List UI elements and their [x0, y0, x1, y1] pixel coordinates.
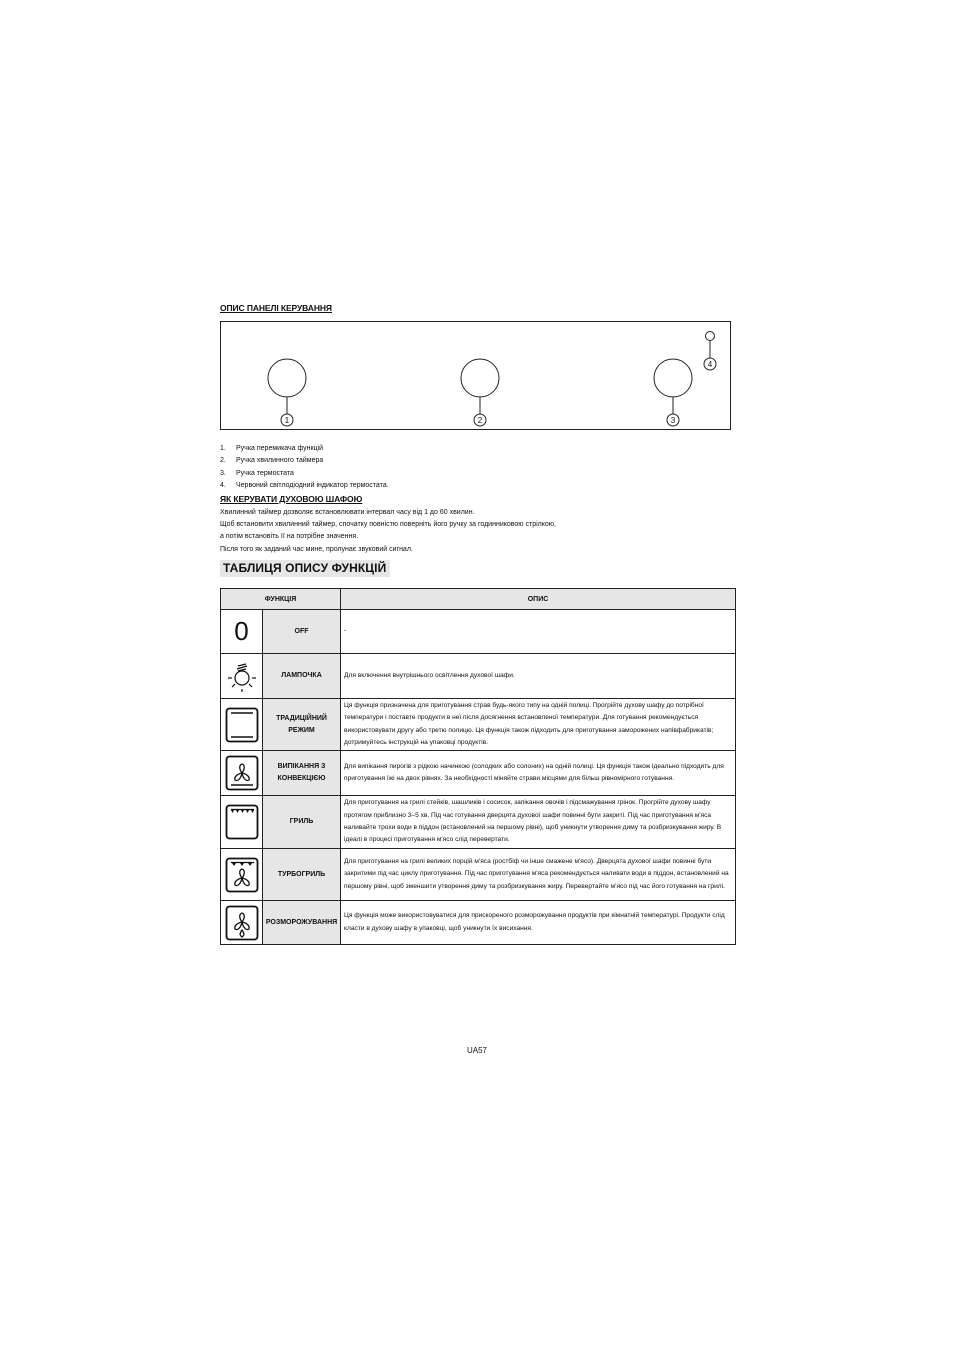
function-desc: Для приготування на грилі великих порцій м'яса (ростбіф чи інше смажене м'ясо). Дверцята духової шафи повинні бути закритими під час циклу приготування. Під час приготування м'яса рекомендується наливати води в піддон, встановлений на першому рівні, щоб зменшити утворення диму та розбризкування жиру. Перевертайте м'ясо під час його готування на грилі.: [341, 849, 736, 901]
function-desc: Для включення внутрішнього освітлення духової шафи.: [341, 654, 736, 699]
legend-item: 4. Червоний світлодіодний індикатор термостата.: [220, 481, 389, 489]
table-row: [221, 849, 736, 901]
callout-3: 3: [670, 416, 676, 425]
zero-symbol-icon: 0: [221, 610, 263, 654]
function-desc: Ця функція призначена для приготування страв будь-якого типу на одній полиці. Прогрійте духову шафу до потрібної температури і поставте продукти в неї після досягнення встановленої температури. Для готування рекомендується використовувати другу або третю полицю. Ця функція також підходить для приготування заморожених напівфабрикатів; дотримуйтесь інструкцій на упаковці продуктів.: [341, 699, 736, 751]
function-name: ТУРБОГРИЛЬ: [263, 849, 341, 901]
function-desc: Ця функція може використовуватися для прискореного розморожування продуктів при кімнатній температурі. Продукти слід класти в духову шафу в упаковці, щоб уникнути їх висихання.: [341, 901, 736, 945]
legend-item: 3. Ручка термостата: [220, 469, 294, 477]
function-name: ВИПІКАННЯ З КОНВЕКЦІЄЮ: [263, 751, 341, 796]
table-row: [221, 610, 736, 654]
thermostat-indicator-light: [706, 332, 715, 341]
function-name: РОЗМОРОЖУВАННЯ: [263, 901, 341, 945]
callout-4: 4: [707, 360, 713, 369]
howto-line: Щоб встановити хвилинний таймер, спочатку повністю поверніть його ручку за годинниковою стрілкою,: [220, 521, 556, 528]
function-desc: -: [341, 610, 736, 654]
page-number: UA57: [466, 1046, 487, 1055]
table-row: [221, 901, 736, 945]
control-panel-diagram: [220, 321, 731, 430]
turbo-grill-icon: [221, 849, 263, 901]
table-row: [221, 699, 736, 751]
function-desc: Для випікання пирогів з рідкою начинкою (солодких або солоних) на одній полиці. Ця функція також ідеально підходить для приготування їжі на двох рівнях. За необхідності міняйте страви місцями для більш рівномірного готування.: [341, 751, 736, 796]
callout-1: 1: [284, 416, 290, 425]
table-row: [221, 654, 736, 699]
function-name: ТРАДИЦІЙНИЙ РЕЖИМ: [263, 699, 341, 751]
function-name: ГРИЛЬ: [263, 796, 341, 849]
legend-item: 2. Ручка хвилинного таймера: [220, 457, 324, 465]
howto-line: Після того як заданий час мине, пролунає звуковий сигнал.: [220, 546, 413, 553]
legend-item: 1. Ручка перемикача функцій: [220, 445, 324, 452]
function-name: ЛАМПОЧКА: [263, 654, 341, 699]
defrost-icon: [221, 901, 263, 945]
function-selector-knob: [268, 359, 306, 397]
table-row: [221, 751, 736, 796]
lamp-icon: [221, 654, 263, 699]
convection-fan-icon: [221, 751, 263, 796]
functions-table: [220, 588, 736, 945]
function-desc: Для приготування на грилі стейків, шашликів і сосисок, запікання овочів і підсмажування грінок. Прогрійте духову шафу протягом приблизно 3–5 хв. Під час готування дверцята духової шафи повинні бути закриті. Під час приготування м'яса наливайте трохи води в піддон (встановлений на першому рівні), щоб уникнути утворення диму та розбризкування жиру. В ідеалі в процесі приготування м'ясо слід перевертати.: [341, 796, 736, 849]
howto-line: а потім встановіть її на потрібне значення.: [220, 533, 359, 540]
table-row: [221, 796, 736, 849]
howto-line: Хвилинний таймер дозволяє встановлювати інтервал часу від 1 до 60 хвилин.: [220, 509, 475, 516]
function-name: OFF: [263, 610, 341, 654]
header-function: ФУНКЦІЯ: [221, 589, 341, 610]
header-description: ОПИС: [341, 589, 736, 610]
panel-heading: ОПИС ПАНЕЛІ КЕРУВАННЯ: [220, 303, 332, 313]
timer-knob: [461, 359, 499, 397]
callout-2: 2: [477, 416, 483, 425]
thermostat-knob: [654, 359, 692, 397]
grill-icon: [221, 796, 263, 849]
panel-legend: [220, 443, 389, 492]
conventional-mode-icon: [221, 699, 263, 751]
table-title: ТАБЛИЦЯ ОПИСУ ФУНКЦІЙ: [220, 560, 390, 577]
howto-heading: ЯК КЕРУВАТИ ДУХОВОЮ ШАФОЮ: [220, 494, 363, 504]
